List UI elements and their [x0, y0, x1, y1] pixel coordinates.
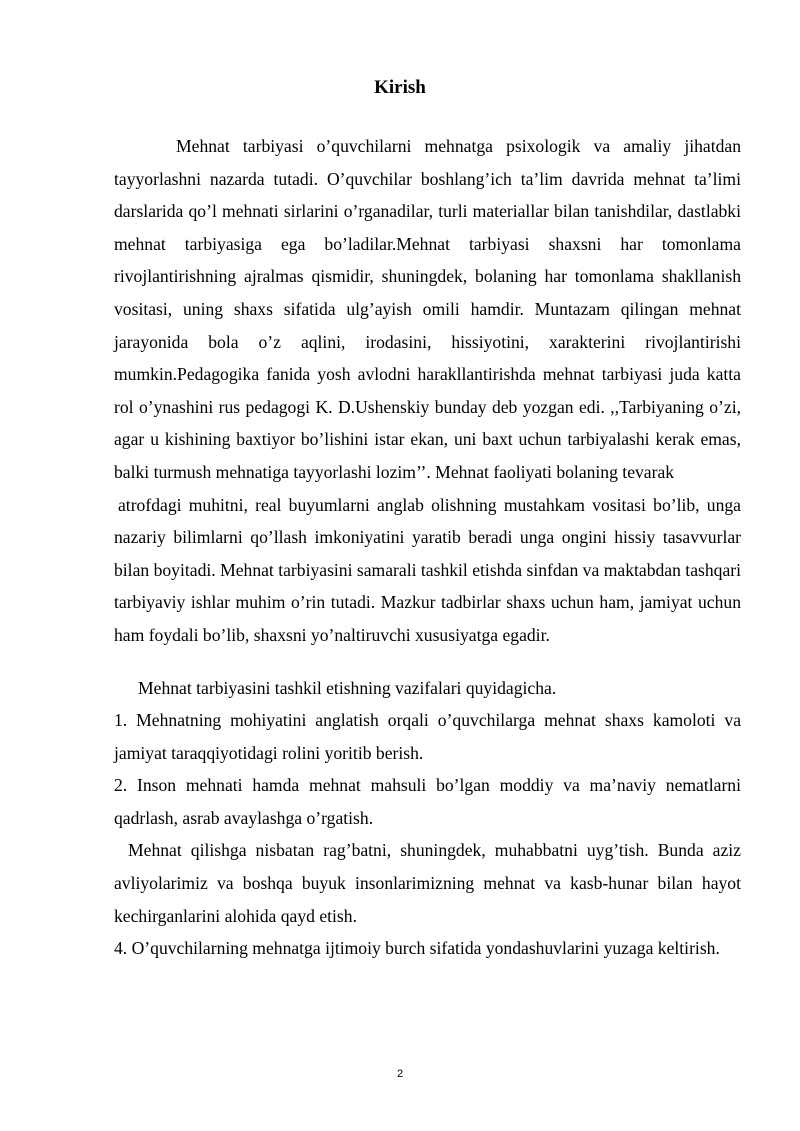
paragraph-intro: Mehnat tarbiyasi o’quvchilarni mehnatga psixologik va amaliy jihatdan tayyorlashni nazarda tutadi. O’quvchilar boshlang’ich ta’lim davrida mehnat ta’limi darslarida qo’l mehnati sirlarini o’rganadilar, turli materiallar bilan tanishdilar, dastlabki mehnat tarbiyasiga ega bo’ladilar.Mehnat tarbiyasi shaxsni har tomonlama rivojlantirishning ajralmas qismidir, shuningdek, bolaning har tomonlama shakllanish vositasi, uning shaxs sifatida ulg’ayish omili hamdir. Muntazam qilingan mehnat jarayonida bola o’z aqlini, irodasini, hissiyotini, xarakterini rivojlantirishi mumkin.Pedagogika fanida yosh avlodni harakllantirishda mehnat tarbiyasi juda katta rol o’ynashini rus pedagogi K. D.Ushenskiy bunday deb yozgan edi. ,,Tarbiyaning o’zi, agar u kishining baxtiyor bo’lishini istar ekan, uni baxt uchun tarbiyalashi kerak emas, balki turmush mehnatiga tayyorlashi lozim’’. Mehnat faoliyati bolaning tevarak: [114, 136, 741, 482]
page-title: Kirish: [374, 77, 426, 98]
list-item-3: Mehnat qilishga nisbatan rag’batni, shuningdek, muhabbatni uyg’tish. Bunda aziz avliyolarimiz va boshqa buyuk insonlarimizning mehnat va kasb-hunar bilan hayot kechirganlarini alohida qayd etish.: [114, 840, 741, 926]
paragraph-gap: [114, 652, 741, 672]
paragraph-continuation: atrofdagi muhitni, real buyumlarni anglab olishning mustahkam vositasi bo’lib, unga nazariy bilimlarni qo’llash imkoniyatini yaratib beradi unga ongini hissiy tasavvurlar bilan boyitadi. Mehnat tarbiyasini samarali tashkil etishda sinfdan va maktabdan tashqari tarbiyaviy ishlar muhim o’rin tutadi. Mazkur tadbirlar shaxs uchun ham, jamiyat uchun ham foydali bo’lib, shaxsni yo’naltiruvchi xususiyatga egadir.: [114, 494, 741, 645]
paragraph-tasks-heading: Mehnat tarbiyasini tashkil etishning vazifalari quyidagicha.: [138, 677, 557, 698]
list-item-2: 2. Inson mehnati hamda mehnat mahsuli bo’lgan moddiy va ma’naviy nematlarni qadrlash, asrab avaylashga o’rgatish.: [114, 775, 741, 828]
document-body: [114, 130, 741, 965]
page-number: 2: [396, 1068, 404, 1080]
list-item-1: 1. Mehnatning mohiyatini anglatish orqali o’quvchilarga mehnat shaxs kamoloti va jamiyat taraqqiyotidagi rolini yoritib berish.: [114, 710, 741, 763]
list-item-4: 4. O’quvchilarning mehnatga ijtimoiy burch sifatida yondashuvlarini yuzaga keltirish.: [114, 938, 720, 959]
